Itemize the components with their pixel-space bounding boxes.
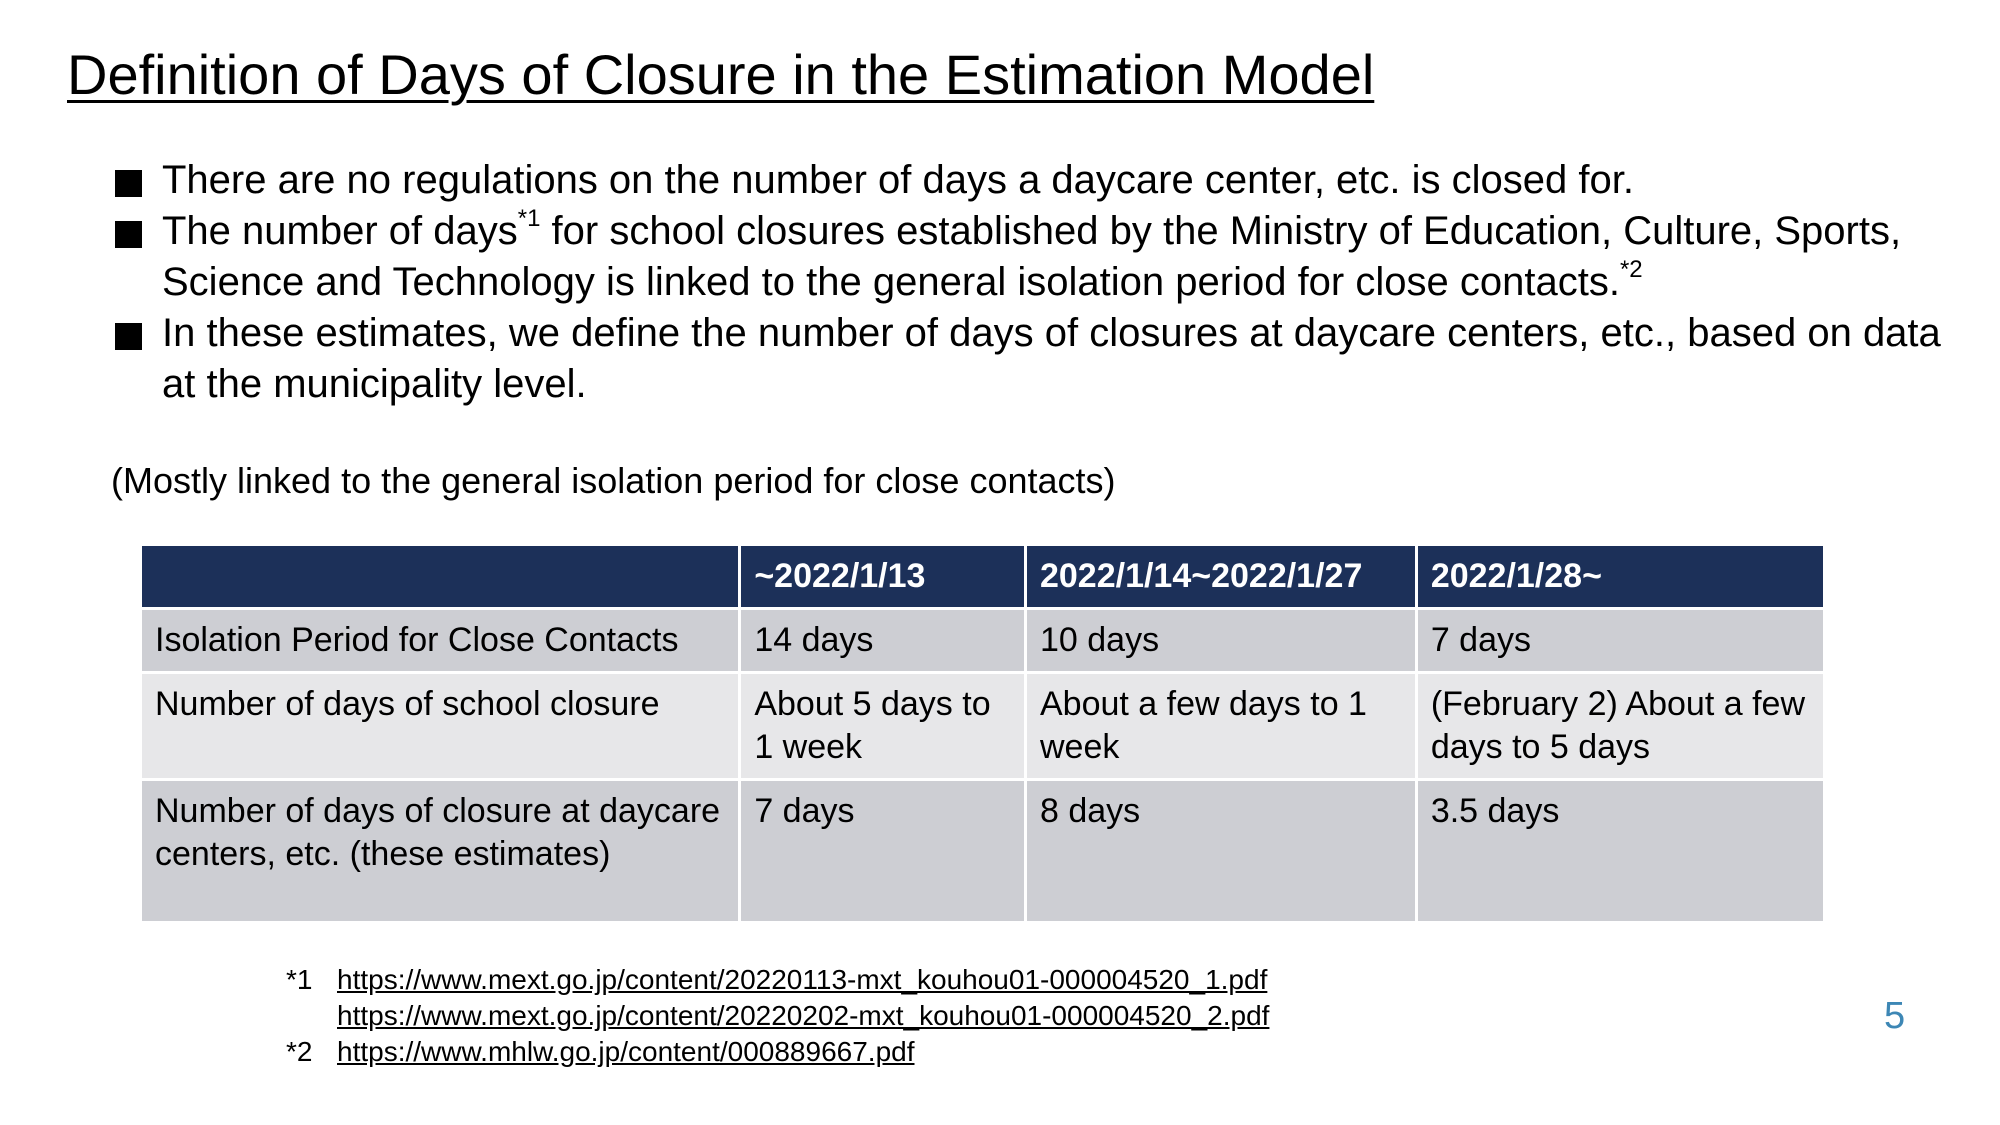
- closure-days-table: [139, 543, 1826, 924]
- table-header-row: [141, 545, 1825, 609]
- table-row: [141, 673, 1825, 780]
- reference-item: [286, 962, 1269, 998]
- page-number: 5: [1884, 995, 1906, 1037]
- table-cell: About a few days to 1 week: [1025, 673, 1416, 780]
- table-cell: About 5 days to 1 week: [740, 673, 1026, 780]
- reference-marker: *2: [286, 1036, 313, 1067]
- header-cell: [141, 545, 740, 609]
- table-cell: 14 days: [740, 609, 1026, 673]
- bullet-item: [115, 206, 1975, 308]
- bullet-text: In these estimates, we define the number of days of closures at daycare centers, etc., based on data at the municipality level.: [162, 311, 1941, 406]
- table-cell: 7 days: [1416, 609, 1824, 673]
- reference-marker: *1: [286, 964, 313, 995]
- table-cell: (February 2) About a few days to 5 days: [1416, 673, 1824, 780]
- table-row: [141, 609, 1825, 673]
- bullet-list: [115, 155, 1975, 410]
- footnote-marker: *1: [517, 205, 541, 232]
- header-cell: 2022/1/28~: [1416, 545, 1824, 609]
- bullet-text-continued: for school closures established by the Ministry of Education, Culture, Sports, Science and Technology is linked to the general isolation period for close contacts.: [162, 209, 1902, 304]
- table-row: [141, 780, 1825, 923]
- table-cell: 7 days: [740, 780, 1026, 923]
- footnote-references: [286, 962, 1269, 1070]
- reference-item: [286, 998, 1269, 1034]
- table-caption: (Mostly linked to the general isolation period for close contacts): [111, 460, 1116, 501]
- footnote-marker: *2: [1619, 256, 1643, 283]
- reference-item: [286, 1034, 1269, 1070]
- square-bullet-icon: [115, 323, 142, 350]
- slide-title: Definition of Days of Closure in the Estimation Model: [67, 43, 1375, 106]
- reference-link[interactable]: https://www.mext.go.jp/content/20220113-mxt_kouhou01-000004520_1.pdf: [337, 964, 1268, 995]
- bullet-item: [115, 308, 1975, 410]
- row-label: Number of days of closure at daycare centers, etc. (these estimates): [141, 780, 740, 923]
- reference-link[interactable]: https://www.mext.go.jp/content/20220202-mxt_kouhou01-000004520_2.pdf: [337, 1000, 1270, 1031]
- table-cell: 8 days: [1025, 780, 1416, 923]
- bullet-item: [115, 155, 1975, 206]
- table-cell: 3.5 days: [1416, 780, 1824, 923]
- header-cell: ~2022/1/13: [740, 545, 1026, 609]
- bullet-text: The number of days: [162, 209, 518, 253]
- row-label: Number of days of school closure: [141, 673, 740, 780]
- reference-link[interactable]: https://www.mhlw.go.jp/content/000889667.pdf: [337, 1036, 915, 1067]
- reference-marker: [286, 998, 337, 1034]
- square-bullet-icon: [115, 221, 142, 248]
- header-cell: 2022/1/14~2022/1/27: [1025, 545, 1416, 609]
- table-cell: 10 days: [1025, 609, 1416, 673]
- bullet-text: There are no regulations on the number of days a daycare center, etc. is closed for.: [162, 158, 1634, 202]
- square-bullet-icon: [115, 170, 142, 197]
- row-label: Isolation Period for Close Contacts: [141, 609, 740, 673]
